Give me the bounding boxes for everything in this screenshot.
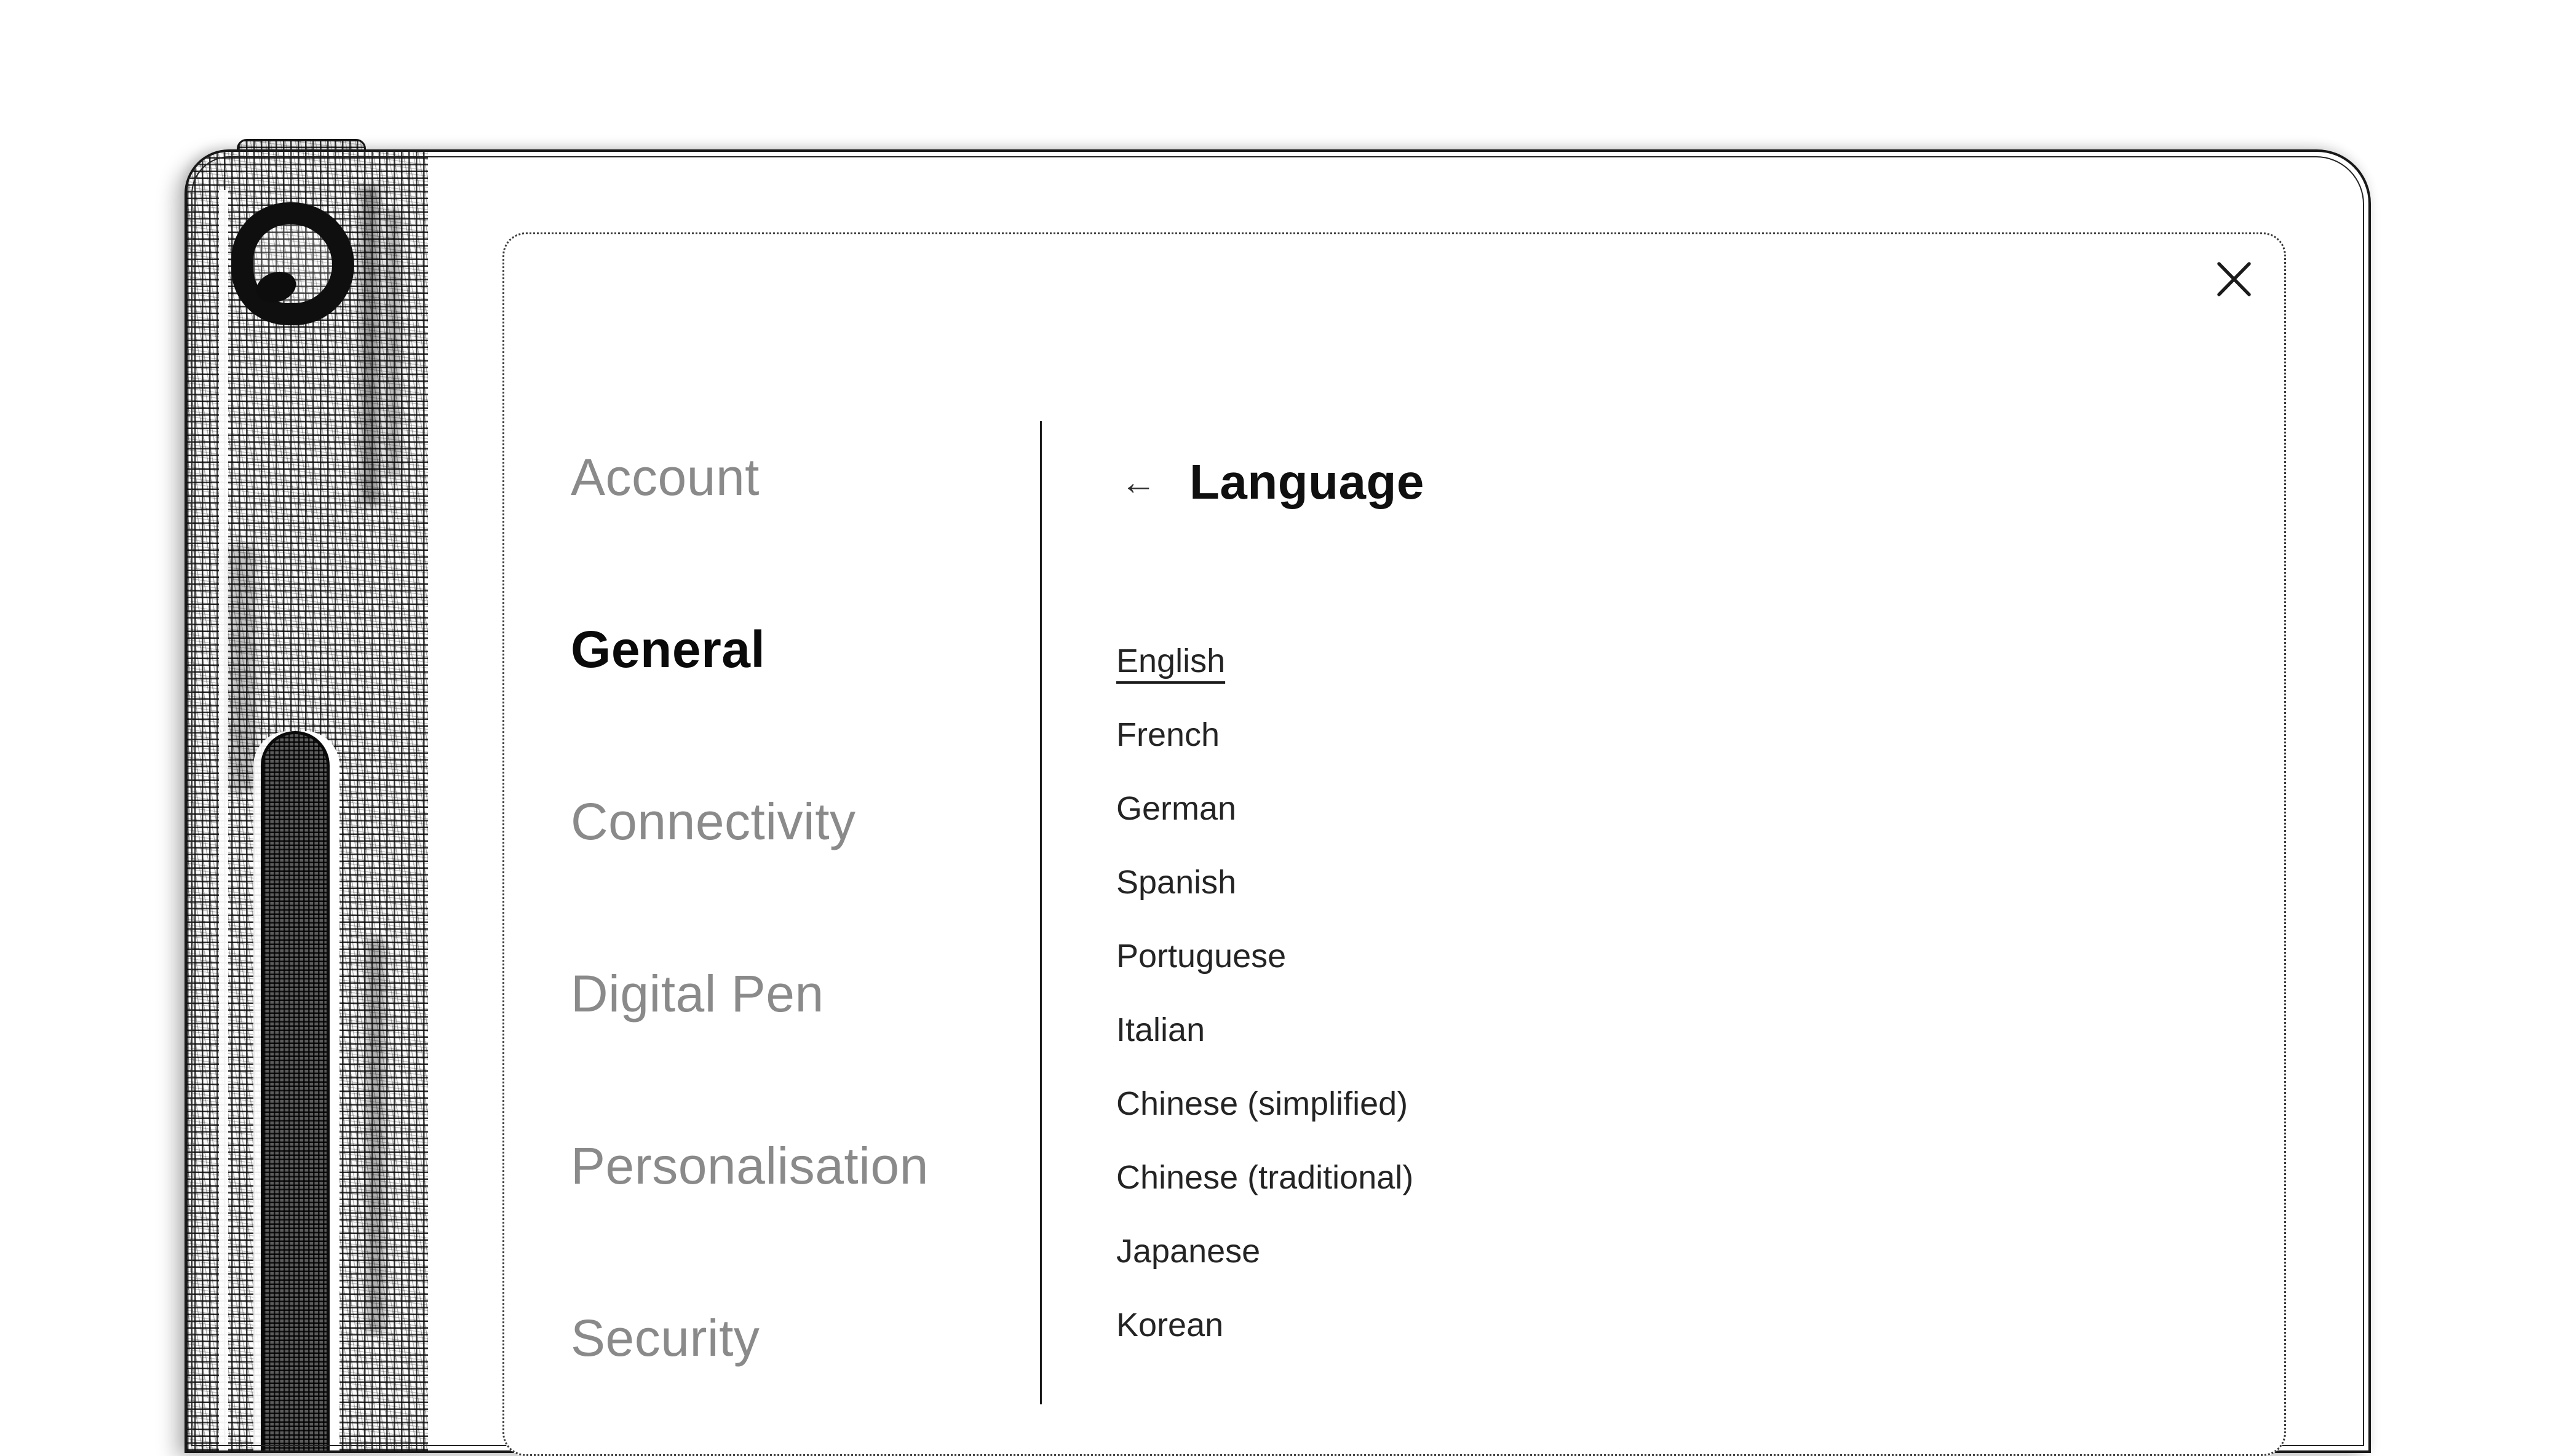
language-option-label: Chinese (traditional) xyxy=(1116,1159,1414,1196)
page-title: Language xyxy=(1189,454,1424,509)
sidebar-item-digital-pen[interactable] xyxy=(571,963,824,1024)
sidebar-item-label: Digital Pen xyxy=(571,964,824,1023)
sidebar-item-label: General xyxy=(571,620,766,678)
sidebar-item-label: Security xyxy=(571,1308,760,1367)
sidebar-item-connectivity[interactable] xyxy=(571,791,856,852)
language-option-label: French xyxy=(1116,716,1220,753)
sidebar-item-security[interactable] xyxy=(571,1307,760,1369)
language-option-label: Korean xyxy=(1116,1307,1224,1343)
language-option-chinese-simplified[interactable] xyxy=(1116,1082,1408,1125)
detail-header xyxy=(1121,454,1424,510)
stylus-pen-silhouette xyxy=(261,731,330,1453)
spine-shading xyxy=(230,545,256,791)
sidebar-item-label: Connectivity xyxy=(571,792,856,850)
language-option-label: Spanish xyxy=(1116,864,1237,901)
language-option-italian[interactable] xyxy=(1116,1008,1205,1051)
language-option-label: Italian xyxy=(1116,1011,1205,1048)
sidebar-item-general[interactable] xyxy=(571,619,765,680)
language-option-label: Chinese (simplified) xyxy=(1116,1085,1408,1122)
language-option-japanese[interactable] xyxy=(1116,1230,1260,1273)
language-option-german[interactable] xyxy=(1116,787,1236,830)
sidebar-item-account[interactable] xyxy=(571,446,760,508)
sidebar-item-label: Account xyxy=(571,448,760,506)
spine-fold-highlight xyxy=(219,190,228,1450)
sidebar-item-label: Personalisation xyxy=(571,1136,929,1195)
spine-shading xyxy=(387,210,400,475)
language-option-label: Japanese xyxy=(1116,1233,1261,1270)
language-option-portuguese[interactable] xyxy=(1116,935,1286,978)
language-option-label: German xyxy=(1116,790,1237,827)
language-option-spanish[interactable] xyxy=(1116,861,1236,904)
language-option-korean[interactable] xyxy=(1116,1304,1223,1347)
spine-shading xyxy=(361,186,379,505)
sidebar-divider xyxy=(1040,421,1042,1404)
language-option-french[interactable] xyxy=(1116,713,1220,756)
close-icon[interactable] xyxy=(2212,257,2255,301)
camera-hole-icon xyxy=(231,202,354,325)
folio-spine-texture xyxy=(187,152,428,1450)
language-option-english[interactable] xyxy=(1116,639,1225,682)
language-option-chinese-traditional[interactable] xyxy=(1116,1156,1413,1199)
sidebar-item-personalisation[interactable] xyxy=(571,1135,929,1197)
language-option-label: Portuguese xyxy=(1116,938,1287,975)
language-option-label: English xyxy=(1116,643,1226,679)
spine-shading xyxy=(367,939,385,1332)
back-arrow-icon[interactable]: ← xyxy=(1121,462,1156,502)
